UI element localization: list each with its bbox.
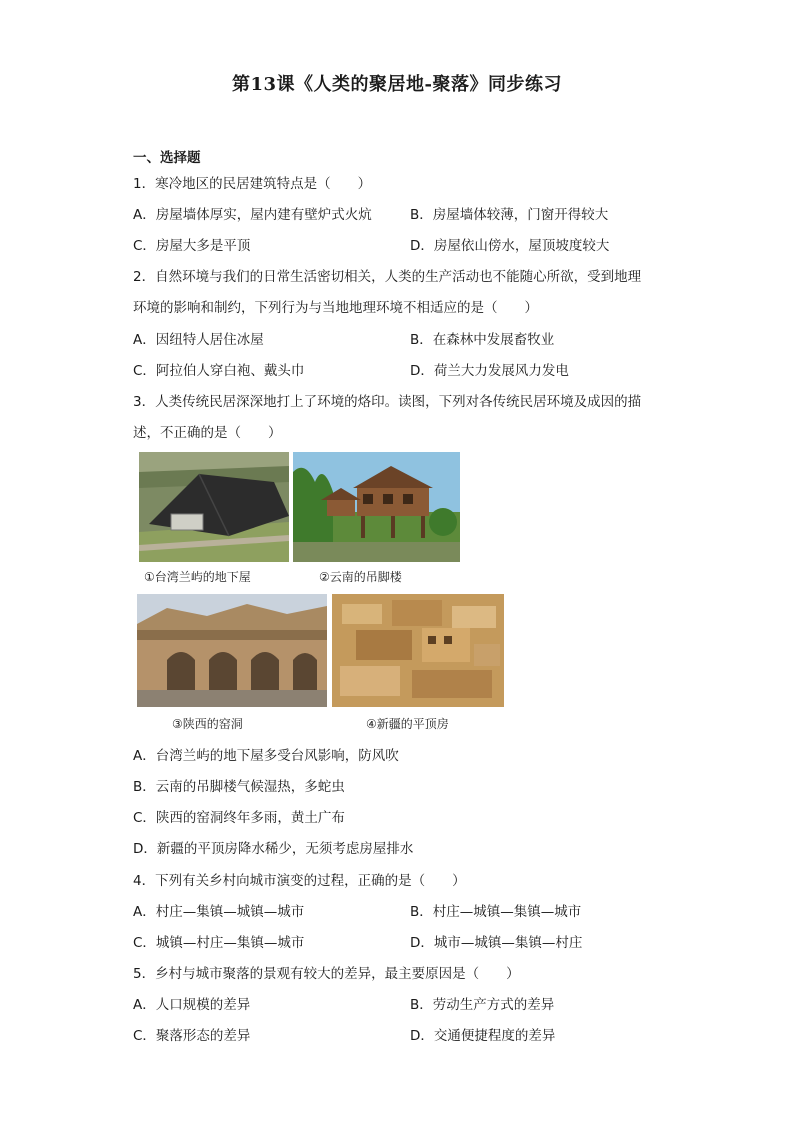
question-2-stem-line-2: 环境的影响和制约，下列行为与当地地理环境不相适应的是（ ） xyxy=(133,300,538,316)
question-2-stem-line-1: 2．自然环境与我们的日常生活密切相关，人类的生产活动也不能随心所欲，受到地理 xyxy=(133,269,642,285)
q4-option-b: B．村庄—城镇—集镇—城市 xyxy=(410,904,582,920)
question-3-stem-line-2: 述，不正确的是（ ） xyxy=(133,425,282,441)
question-3-stem-line-1: 3．人类传统民居深深地打上了环境的烙印。读图，下列对各传统民居环境及成因的描 xyxy=(133,394,642,410)
caption-figure-1: ①台湾兰屿的地下屋 xyxy=(144,570,251,584)
q5-option-a: A．人口规模的差异 xyxy=(133,997,251,1013)
photo-flat-roof-houses xyxy=(332,594,504,707)
q4-option-c: C．城镇—村庄—集镇—城市 xyxy=(133,935,305,951)
q5-option-d: D．交通便捷程度的差异 xyxy=(410,1028,556,1044)
q3-option-b: B．云南的吊脚楼气候湿热，多蛇虫 xyxy=(133,779,345,795)
q1-option-b: B．房屋墙体较薄，门窗开得较大 xyxy=(410,207,609,223)
q1-option-c: C．房屋大多是平顶 xyxy=(133,238,251,254)
question-5-stem: 5．乡村与城市聚落的景观有较大的差异，最主要原因是（ ） xyxy=(133,966,520,982)
q2-option-d: D．荷兰大力发展风力发电 xyxy=(410,363,569,379)
q4-option-a: A．村庄—集镇—城镇—城市 xyxy=(133,904,305,920)
photo-underground-house xyxy=(139,452,289,562)
caption-figure-4: ④新疆的平顶房 xyxy=(366,717,449,731)
q2-option-b: B．在森林中发展畜牧业 xyxy=(410,332,555,348)
q3-option-a: A．台湾兰屿的地下屋多受台风影响，防风吹 xyxy=(133,748,399,764)
caption-figure-3: ③陕西的窑洞 xyxy=(172,717,243,731)
q5-option-b: B．劳动生产方式的差异 xyxy=(410,997,555,1013)
dwelling-figures xyxy=(136,450,516,735)
caption-figure-2: ②云南的吊脚楼 xyxy=(319,570,402,584)
q3-option-d: D．新疆的平顶房降水稀少，无须考虑房屋排水 xyxy=(133,841,414,857)
q4-option-d: D．城市—城镇—集镇—村庄 xyxy=(410,935,583,951)
page-title: 第13课《人类的聚居地-聚落》同步练习 xyxy=(231,74,563,95)
photo-cave-dwelling xyxy=(137,594,327,707)
question-4-stem: 4．下列有关乡村向城市演变的过程，正确的是（ ） xyxy=(133,873,466,889)
q1-option-a: A．房屋墙体厚实，屋内建有壁炉式火炕 xyxy=(133,207,372,223)
q3-option-c: C．陕西的窑洞终年多雨，黄土广布 xyxy=(133,810,345,826)
q5-option-c: C．聚落形态的差异 xyxy=(133,1028,251,1044)
q1-option-d: D．房屋依山傍水，屋顶坡度较大 xyxy=(410,238,610,254)
q2-option-c: C．阿拉伯人穿白袍、戴头巾 xyxy=(133,363,305,379)
photo-stilt-house xyxy=(293,452,460,562)
question-1-stem: 1．寒冷地区的民居建筑特点是（ ） xyxy=(133,176,372,192)
section-heading: 一、选择题 xyxy=(133,150,201,166)
q2-option-a: A．因纽特人居住冰屋 xyxy=(133,332,264,348)
